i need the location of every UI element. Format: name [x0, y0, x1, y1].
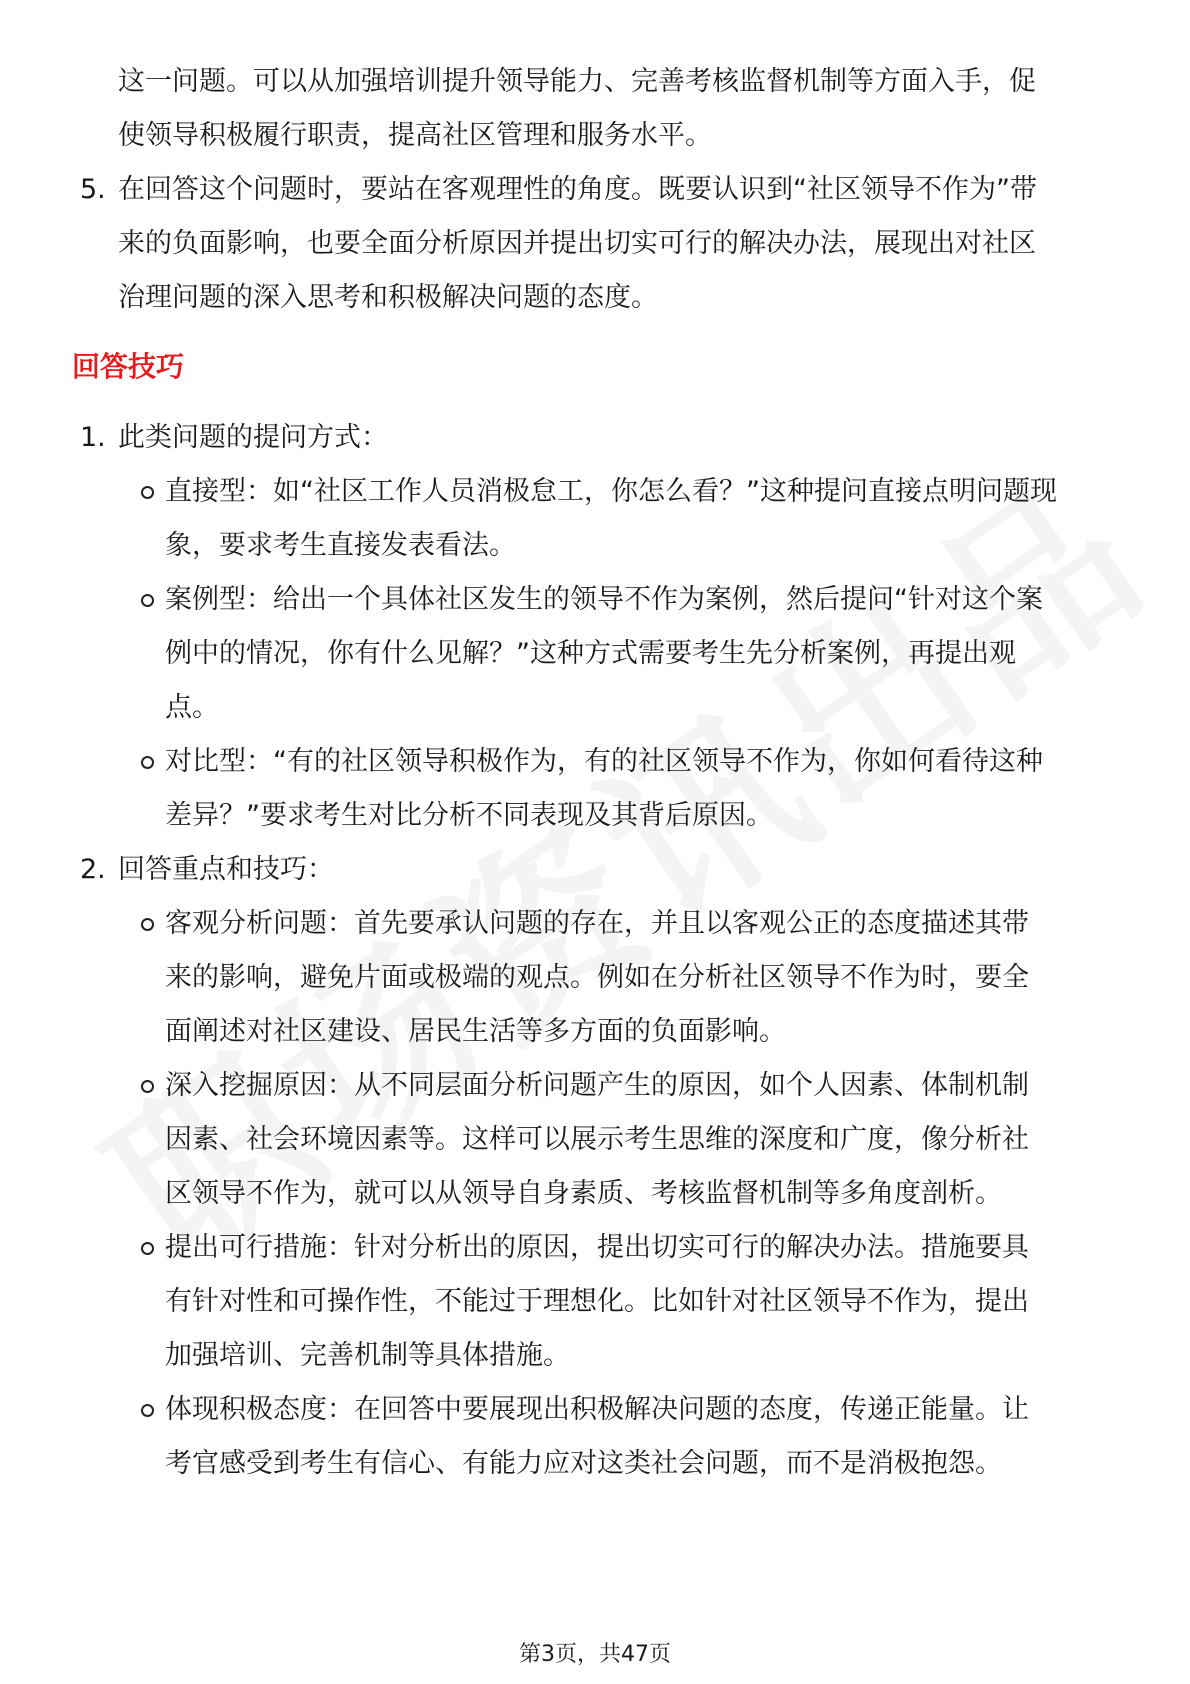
list-item: 对比型：“有的社区领导积极作为，有的社区领导不作为，你如何看待这种 [165, 746, 1043, 777]
bullet-circle-icon [141, 1080, 154, 1093]
list-item: 提出可行措施：针对分析出的原因，提出切实可行的解决办法。措施要具 [165, 1232, 1029, 1263]
list-item: 加强培训、完善机制等具体措施。 [165, 1340, 570, 1371]
list-item: 区领导不作为，就可以从领导自身素质、考核监督机制等多角度剖析。 [165, 1178, 1002, 1209]
list-item: 直接型：如“社区工作人员消极怠工，你怎么看？”这种提问直接点明问题现 [165, 476, 1057, 507]
list-number: 1. [80, 422, 106, 453]
list-item: 点。 [165, 692, 219, 723]
list-item-title: 回答重点和技巧： [118, 854, 334, 885]
paragraph-line: 这一问题。可以从加强培训提升领导能力、完善考核监督机制等方面入手，促 [118, 66, 1036, 97]
list-item: 体现积极态度：在回答中要展现出积极解决问题的态度，传递正能量。让 [165, 1394, 1029, 1425]
list-item: 例中的情况，你有什么见解？”这种方式需要考生先分析案例，再提出观 [165, 638, 1016, 669]
bullet-circle-icon [141, 918, 154, 931]
list-number: 5. [80, 174, 106, 205]
bullet-circle-icon [141, 486, 154, 499]
list-number: 2. [80, 854, 106, 885]
paragraph-line: 治理问题的深入思考和积极解决问题的态度。 [118, 282, 658, 313]
list-item: 深入挖掘原因：从不同层面分析问题产生的原因，如个人因素、体制机制 [165, 1070, 1029, 1101]
paragraph-line: 来的负面影响，也要全面分析原因并提出切实可行的解决办法，展现出对社区 [118, 228, 1036, 259]
paragraph-line: 使领导积极履行职责，提高社区管理和服务水平。 [118, 120, 712, 151]
bullet-circle-icon [141, 594, 154, 607]
list-item-title: 此类问题的提问方式： [118, 422, 388, 453]
bullet-circle-icon [141, 756, 154, 769]
paragraph-line: 在回答这个问题时，要站在客观理性的角度。既要认识到“社区领导不作为”带 [118, 174, 1037, 205]
bullet-circle-icon [141, 1404, 154, 1417]
page-footer: 第3页，共47页 [519, 1642, 671, 1667]
list-item: 有针对性和可操作性，不能过于理想化。比如针对社区领导不作为，提出 [165, 1286, 1029, 1317]
list-item: 面阐述对社区建设、居民生活等多方面的负面影响。 [165, 1016, 786, 1047]
list-item: 考官感受到考生有信心、有能力应对这类社会问题，而不是消极抱怨。 [165, 1448, 1002, 1479]
list-item: 案例型：给出一个具体社区发生的领导不作为案例，然后提问“针对这个案 [165, 584, 1043, 615]
list-item: 来的影响，避免片面或极端的观点。例如在分析社区领导不作为时，要全 [165, 962, 1029, 993]
list-item: 客观分析问题：首先要承认问题的存在，并且以客观公正的态度描述其带 [165, 908, 1029, 939]
list-item: 象，要求考生直接发表看法。 [165, 530, 516, 561]
bullet-circle-icon [141, 1242, 154, 1255]
list-item: 因素、社会环境因素等。这样可以展示考生思维的深度和广度，像分析社 [165, 1124, 1029, 1155]
section-heading: 回答技巧 [72, 350, 185, 383]
list-item: 差异？”要求考生对比分析不同表现及其背后原因。 [165, 800, 773, 831]
